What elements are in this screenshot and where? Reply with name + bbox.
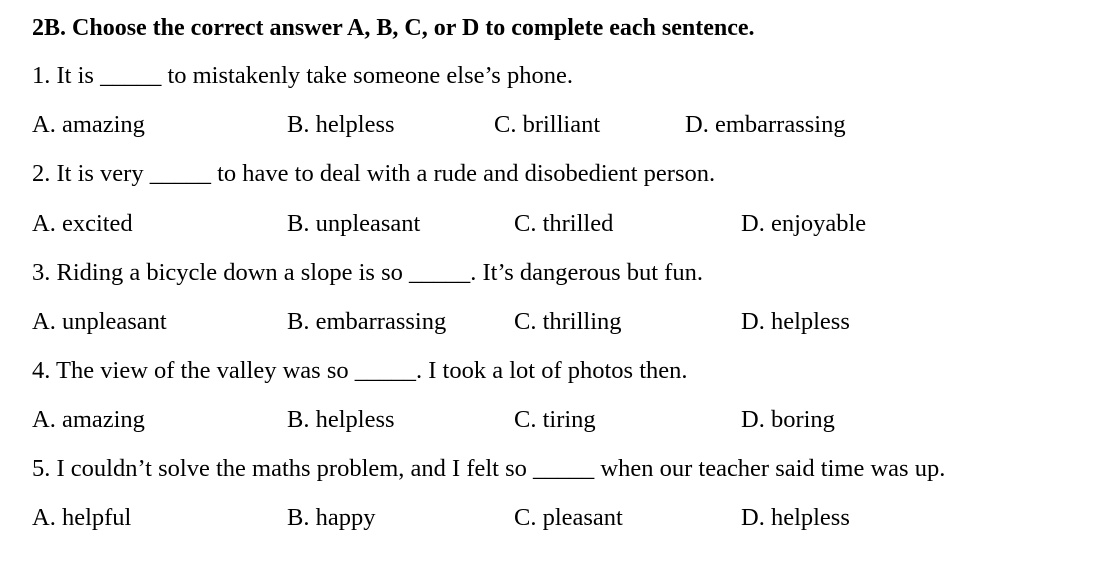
question-5-option-a: A. helpful xyxy=(32,504,132,531)
question-5-after: when our teacher said time was up. xyxy=(594,455,946,482)
question-5-option-b: B. happy xyxy=(287,504,376,531)
question-2-option-c: C. thrilled xyxy=(514,210,614,237)
question-2-option-a: A. excited xyxy=(32,210,133,237)
question-5-blank: _____ xyxy=(533,455,595,482)
question-3 xyxy=(32,258,703,288)
question-3-option-c: C. thrilling xyxy=(514,308,622,335)
question-4-option-a: A. amazing xyxy=(32,406,145,433)
question-3-option-d: D. helpless xyxy=(741,308,850,335)
question-2 xyxy=(32,159,715,189)
question-3-after: . It’s dangerous but fun. xyxy=(470,259,703,286)
question-4-option-c: C. tiring xyxy=(514,406,596,433)
question-1 xyxy=(32,61,573,91)
question-5-option-d: D. helpless xyxy=(741,504,850,531)
question-4-option-d: D. boring xyxy=(741,406,835,433)
question-2-option-d: D. enjoyable xyxy=(741,210,867,237)
question-4-option-b: B. helpless xyxy=(287,406,395,433)
question-1-option-c: C. brilliant xyxy=(494,111,601,138)
question-3-option-b: B. embarrassing xyxy=(287,308,447,335)
question-1-before: 1. It is xyxy=(32,62,101,89)
question-5-option-c: C. pleasant xyxy=(514,504,623,531)
question-3-before: 3. Riding a bicycle down a slope is so xyxy=(32,259,409,286)
question-5 xyxy=(32,454,945,484)
question-1-option-a: A. amazing xyxy=(32,111,145,138)
question-2-option-b: B. unpleasant xyxy=(287,210,421,237)
question-3-option-a: A. unpleasant xyxy=(32,308,167,335)
question-2-after: to have to deal with a rude and disobedient person. xyxy=(210,160,716,187)
question-4 xyxy=(32,356,688,386)
question-5-before: 5. I couldn’t solve the maths problem, and I felt so xyxy=(32,455,534,482)
question-2-before: 2. It is very xyxy=(32,160,150,187)
question-4-blank: _____ xyxy=(354,357,416,384)
question-3-blank: _____ xyxy=(408,259,471,286)
question-1-option-d: D. embarrassing xyxy=(685,111,846,138)
question-1-blank: _____ xyxy=(100,62,162,89)
question-1-option-b: B. helpless xyxy=(287,111,395,138)
question-4-after: . I took a lot of photos then. xyxy=(416,357,688,384)
question-2-blank: _____ xyxy=(149,160,211,187)
exercise-title: 2B. Choose the correct answer A, B, C, or D to complete each sentence. xyxy=(32,15,755,41)
question-4-before: 4. The view of the valley was so xyxy=(32,357,355,384)
question-1-after: to mistakenly take someone else’s phone. xyxy=(161,62,573,89)
